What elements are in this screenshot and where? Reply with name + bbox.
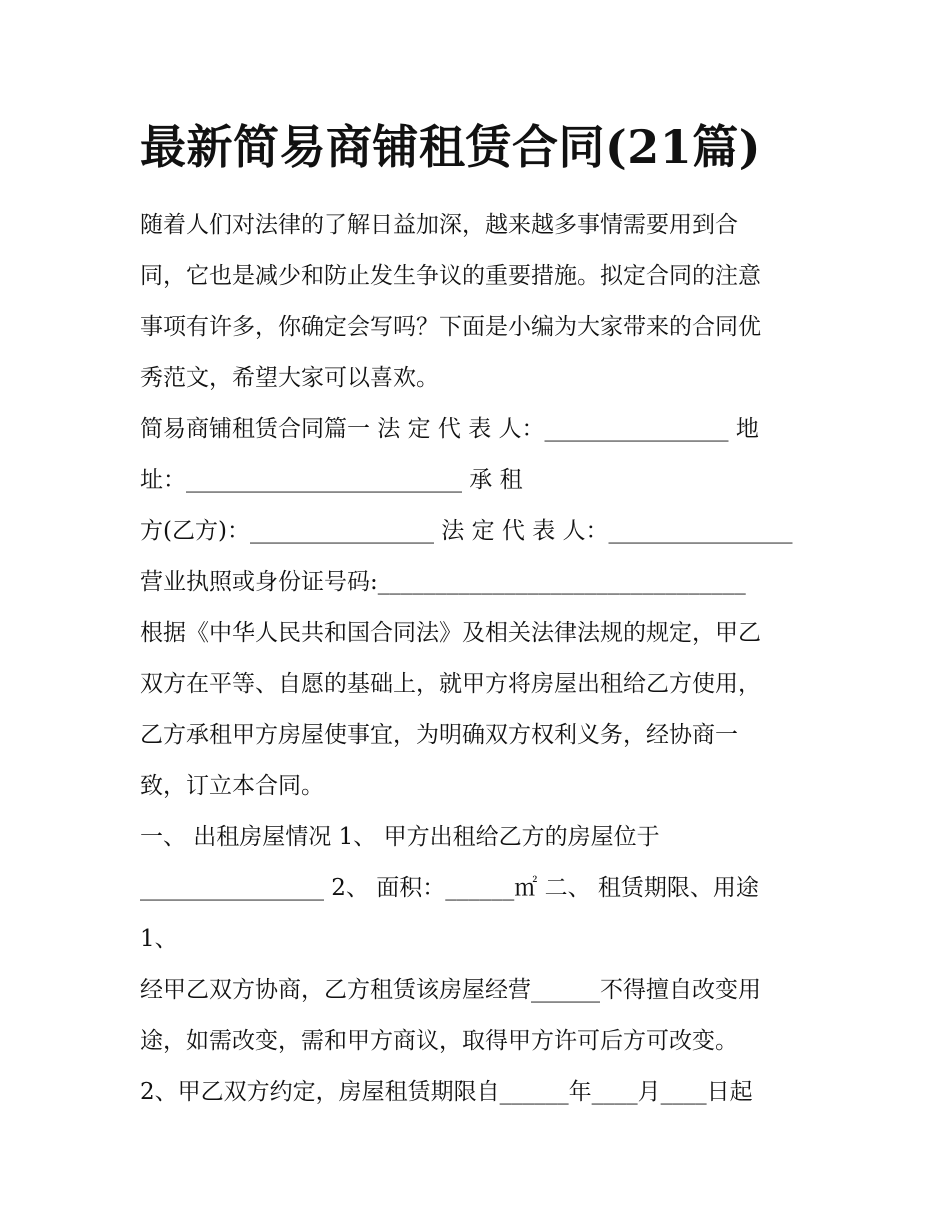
text-line: 2、甲乙双方约定，房屋租赁期限自______年____月____日起 [140,1079,753,1105]
text-line: 乙方承租甲方房屋使事宜，为明确双方权利义务，经协商一 [140,722,738,748]
text-line: 随着人们对法律的了解日益加深，越来越多事情需要用到合 [140,212,738,238]
text-line: 简易商铺租赁合同篇一 法 定 代 表 人：________________ 地 [140,416,759,442]
document-body [140,200,820,1118]
text-line: 经甲乙双方协商，乙方租赁该房屋经营______不得擅自改变用 [140,977,761,1003]
text-line: 秀范文，希望大家可以喜欢。 [140,365,439,391]
text-line: 一、 出租房屋情况 1、 甲方出租给乙方的房屋位于 [140,824,660,850]
text-line: 1、 [140,926,178,952]
text-line: 事项有许多，你确定会写吗？下面是小编为大家带来的合同优 [140,314,761,340]
text-line: 双方在平等、自愿的基础上，就甲方将房屋出租给乙方使用， [140,671,761,697]
text-line: 同，它也是减少和防止发生争议的重要措施。拟定合同的注意 [140,263,761,289]
text-line: 致，订立本合同。 [140,773,324,799]
text-line: 址：________________________ 承 租 [140,467,523,493]
text-line: ________________ 2、 面积：______㎡ 二、 租赁期限、用途 [140,875,759,901]
text-line: 根据《中华人民共和国合同法》及相关法律法规的规定，甲乙 [140,620,761,646]
document-title: 最新简易商铺租赁合同(21篇) [140,120,762,174]
text-line: 方(乙方)：________________ 法 定 代 表 人：________________ [140,518,793,544]
text-line: 途，如需改变，需和甲方商议，取得甲方许可后方可改变。 [140,1028,738,1054]
text-line: 营业执照或身份证号码:________________________________ [140,569,746,595]
